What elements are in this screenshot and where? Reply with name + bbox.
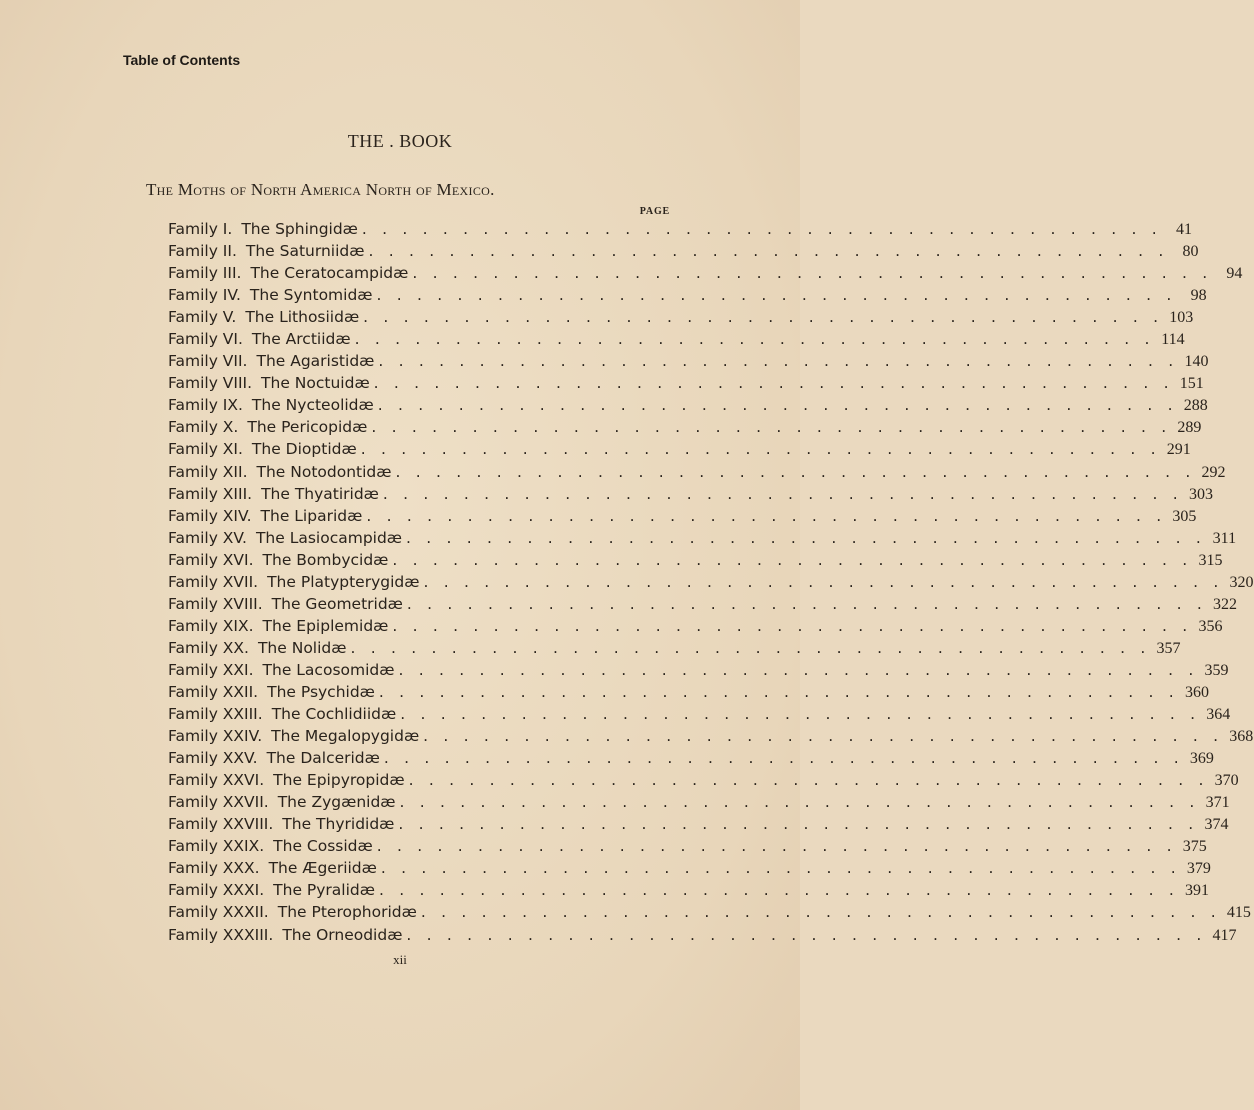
- family-number: Family XXIV.: [168, 727, 263, 746]
- dot-leader: . . . . . . . . . . . . . . . . . . . . . . . . . . . . . . . . . . . . . . . .: [406, 594, 1207, 613]
- family-name: The Orneodidæ: [282, 925, 403, 944]
- family-name: The Epipyropidæ: [273, 771, 405, 790]
- toc-entry: [168, 440, 1191, 462]
- toc-entry: [168, 308, 1194, 330]
- dot-leader: . . . . . . . . . . . . . . . . . . . . . . . . . . . . . . . . . . . . . . . .: [392, 616, 1193, 635]
- dot-leader: . . . . . . . . . . . . . . . . . . . . . . . . . . . . . . . . . . . . . . . .: [408, 771, 1209, 790]
- family-name: The Psychidæ: [267, 682, 375, 701]
- family-name: The Noctuidæ: [261, 374, 370, 393]
- page-number: 375: [1182, 838, 1207, 856]
- page-number: 305: [1172, 507, 1197, 525]
- page-number: 356: [1198, 617, 1223, 635]
- family-name: The Sphingidæ: [241, 220, 358, 238]
- family-name: The Agaristidæ: [256, 352, 375, 371]
- family-name: The Notodontidæ: [256, 462, 392, 481]
- family-name: The Bombycidæ: [262, 550, 389, 569]
- toc-entry: [168, 815, 1229, 837]
- toc-entry: [168, 749, 1214, 771]
- family-number: Family X.: [168, 418, 239, 437]
- page-number: 415: [1226, 904, 1251, 922]
- family-number: Family XXXII.: [168, 903, 269, 922]
- page-number: 371: [1205, 794, 1230, 812]
- section-title: The Moths of North America North of Mexico.: [146, 180, 495, 199]
- family-name: The Dalceridæ: [266, 749, 380, 768]
- toc-entry: [168, 616, 1223, 639]
- book-title: THE . BOOK: [347, 131, 453, 151]
- family-name: The Megalopygidæ: [271, 727, 420, 746]
- family-number: Family I.: [168, 220, 233, 238]
- family-number: Family III.: [168, 264, 242, 283]
- page-number: 114: [1161, 331, 1185, 349]
- page-number: 364: [1206, 706, 1231, 724]
- toc-entry: [168, 462, 1226, 485]
- family-number: Family VI.: [168, 330, 243, 349]
- toc-entry: [168, 771, 1239, 793]
- toc-entry: [168, 682, 1209, 705]
- page-number: 288: [1183, 397, 1208, 415]
- toc-entry: [168, 594, 1237, 617]
- family-number: Family XXXIII.: [168, 925, 274, 944]
- family-name: The Ceratocampidæ: [250, 264, 409, 283]
- toc-entry: [168, 903, 1251, 925]
- page-number: 140: [1184, 353, 1209, 371]
- page-number: 357: [1156, 639, 1181, 657]
- toc-entry: [168, 484, 1213, 507]
- family-number: Family XVIII.: [168, 594, 263, 613]
- dot-leader: . . . . . . . . . . . . . . . . . . . . . . . . . . . . . . . . . . . . . . . .: [360, 440, 1161, 459]
- family-number: Family XIV.: [168, 506, 252, 525]
- family-number: Family XXVI.: [168, 771, 265, 790]
- family-name: The Lacosomidæ: [262, 660, 395, 679]
- dot-leader: . . . . . . . . . . . . . . . . . . . . . . . . . . . . . . . . . . . . . . . .: [395, 462, 1196, 481]
- page-number: 311: [1212, 529, 1237, 547]
- dot-leader: . . . . . . . . . . . . . . . . . . . . . . . . . . . . . . . . . . . . . . . .: [380, 859, 1181, 878]
- toc-entry: [168, 264, 1243, 286]
- family-number: Family XXXI.: [168, 881, 265, 900]
- toc-entry: [168, 859, 1211, 881]
- toc-entry: [168, 396, 1208, 418]
- dot-leader: . . . . . . . . . . . . . . . . . . . . . . . . . . . . . . . . . . . . . . . .: [376, 286, 1177, 305]
- dot-leader: . . . . . . . . . . . . . . . . . . . . . . . . . . . . . . . . . . . . . . . .: [392, 550, 1193, 569]
- family-name: The Platypterygidæ: [267, 572, 420, 591]
- family-number: Family XII.: [168, 462, 248, 481]
- dot-leader: . . . . . . . . . . . . . . . . . . . . . . . . . . . . . . . . . . . . . . . .: [398, 660, 1199, 679]
- family-number: Family XVII.: [168, 572, 259, 591]
- family-number: Family XIX.: [168, 616, 254, 635]
- family-name: The Pterophoridæ: [277, 903, 417, 922]
- dot-leader: . . . . . . . . . . . . . . . . . . . . . . . . . . . . . . . . . . . . . . . .: [412, 264, 1213, 283]
- toc-entry: [168, 881, 1210, 903]
- dot-leader: . . . . . . . . . . . . . . . . . . . . . . . . . . . . . . . . . . . . . . . .: [420, 903, 1221, 922]
- family-number: Family XI.: [168, 440, 243, 459]
- toc-entry: [168, 925, 1237, 948]
- family-number: Family IX.: [168, 396, 243, 415]
- page-number: 320: [1229, 573, 1254, 591]
- toc-entry: [168, 638, 1181, 661]
- page-number: 359: [1204, 661, 1229, 679]
- family-number: Family XXIX.: [168, 837, 265, 856]
- dot-leader: . . . . . . . . . . . . . . . . . . . . . . . . . . . . . . . . . . . . . . . .: [399, 793, 1200, 812]
- family-number: Family XXI.: [168, 660, 254, 679]
- family-name: The Zygænidæ: [277, 793, 396, 812]
- page-number: 98: [1190, 287, 1207, 305]
- family-name: The Arctiidæ: [251, 330, 351, 349]
- toc-entry: [168, 705, 1231, 727]
- family-number: Family XXX.: [168, 859, 260, 878]
- dot-leader: . . . . . . . . . . . . . . . . . . . . . . . . . . . . . . . . . . . . . . . .: [423, 727, 1224, 746]
- toc-entry: [168, 418, 1202, 440]
- family-name: The Pyralidæ: [273, 881, 375, 900]
- dot-leader: . . . . . . . . . . . . . . . . . . . . . . . . . . . . . . . . . . . . . . . .: [354, 330, 1155, 349]
- toc-entry: [168, 837, 1207, 859]
- toc-entry: [168, 506, 1197, 529]
- page-number: 151: [1179, 375, 1204, 393]
- dot-leader: . . . . . . . . . . . . . . . . . . . . . . . . . . . . . . . . . . . . . . . .: [398, 815, 1199, 834]
- page-number: 391: [1185, 882, 1210, 900]
- page-number: 289: [1177, 419, 1202, 437]
- family-name: The Syntomidæ: [249, 286, 373, 305]
- page-number: 322: [1212, 595, 1237, 613]
- family-name: The Thyrididæ: [282, 815, 395, 834]
- page-number: 103: [1169, 309, 1194, 327]
- toc-entry: [168, 727, 1254, 749]
- dot-leader: . . . . . . . . . . . . . . . . . . . . . . . . . . . . . . . . . . . . . . . .: [366, 506, 1167, 525]
- dot-leader: . . . . . . . . . . . . . . . . . . . . . . . . . . . . . . . . . . . . . . . .: [382, 484, 1183, 503]
- page-number: 379: [1186, 860, 1211, 878]
- family-number: Family IV.: [168, 286, 241, 305]
- toc-entry: [168, 660, 1229, 683]
- family-name: The Cossidæ: [273, 837, 373, 856]
- dot-leader: . . . . . . . . . . . . . . . . . . . . . . . . . . . . . . . . . . . . . . . .: [361, 220, 1162, 238]
- page-number: 360: [1184, 683, 1209, 701]
- toc-entry: [168, 550, 1223, 573]
- page-folio: xii: [393, 952, 407, 967]
- toc-entry: [168, 572, 1254, 595]
- family-name: The Saturniidæ: [245, 242, 365, 261]
- family-name: The Pericopidæ: [247, 418, 368, 437]
- family-name: The Lithosiidæ: [245, 308, 360, 327]
- page-number: 370: [1214, 772, 1239, 790]
- page-number: 368: [1229, 728, 1254, 746]
- dot-leader: . . . . . . . . . . . . . . . . . . . . . . . . . . . . . . . . . . . . . . . .: [350, 638, 1151, 657]
- family-number: Family XIII.: [168, 484, 253, 503]
- page-number: 94: [1226, 265, 1243, 283]
- dot-leader: . . . . . . . . . . . . . . . . . . . . . . . . . . . . . . . . . . . . . . . .: [406, 925, 1207, 944]
- family-name: The Thyatiridæ: [261, 484, 379, 503]
- toc-entry: [168, 793, 1230, 815]
- dot-leader: . . . . . . . . . . . . . . . . . . . . . . . . . . . . . . . . . . . . . . . .: [423, 572, 1224, 591]
- dot-leader: . . . . . . . . . . . . . . . . . . . . . . . . . . . . . . . . . . . . . . . .: [383, 749, 1184, 768]
- dot-leader: . . . . . . . . . . . . . . . . . . . . . . . . . . . . . . . . . . . . . . . .: [373, 374, 1174, 393]
- family-number: Family V.: [168, 308, 237, 327]
- toc-entry: [168, 330, 1185, 352]
- page-number: 80: [1182, 243, 1199, 261]
- dot-leader: . . . . . . . . . . . . . . . . . . . . . . . . . . . . . . . . . . . . . . . .: [363, 308, 1164, 327]
- dot-leader: . . . . . . . . . . . . . . . . . . . . . . . . . . . . . . . . . . . . . . . .: [378, 352, 1179, 371]
- dot-leader: . . . . . . . . . . . . . . . . . . . . . . . . . . . . . . . . . . . . . . . .: [400, 705, 1201, 724]
- dot-leader: . . . . . . . . . . . . . . . . . . . . . . . . . . . . . . . . . . . . . . . .: [378, 881, 1180, 900]
- family-name: The Dioptidæ: [251, 440, 357, 459]
- family-name: The Lasiocampidæ: [255, 528, 403, 547]
- toc-entry: [168, 374, 1204, 396]
- toc-entry: [168, 528, 1237, 551]
- dot-leader: . . . . . . . . . . . . . . . . . . . . . . . . . . . . . . . . . . . . . . . .: [377, 396, 1178, 415]
- family-number: Family II.: [168, 242, 237, 261]
- page-number: 369: [1189, 750, 1214, 768]
- toc-entry: [168, 352, 1209, 374]
- dot-leader: . . . . . . . . . . . . . . . . . . . . . . . . . . . . . . . . . . . . . . . .: [406, 528, 1207, 547]
- page-number: 41: [1175, 221, 1192, 238]
- family-number: Family XXVIII.: [168, 815, 274, 834]
- toc-entry: [168, 242, 1199, 264]
- running-header: Table of Contents: [123, 52, 241, 68]
- family-number: Family VII.: [168, 352, 248, 371]
- dot-leader: . . . . . . . . . . . . . . . . . . . . . . . . . . . . . . . . . . . . . . . .: [371, 418, 1172, 437]
- page-number: 374: [1204, 816, 1229, 834]
- family-number: Family XXIII.: [168, 705, 263, 724]
- family-name: The Geometridæ: [271, 594, 403, 613]
- page-column-label: PAGE: [639, 206, 670, 217]
- toc-entry: [168, 220, 1192, 242]
- page-number: 292: [1201, 463, 1226, 481]
- family-name: The Nolidæ: [257, 638, 347, 657]
- dot-leader: . . . . . . . . . . . . . . . . . . . . . . . . . . . . . . . . . . . . . . . .: [378, 682, 1179, 701]
- family-number: Family XVI.: [168, 550, 254, 569]
- dot-leader: . . . . . . . . . . . . . . . . . . . . . . . . . . . . . . . . . . . . . . . .: [368, 242, 1169, 261]
- family-name: The Liparidæ: [260, 506, 363, 525]
- family-number: Family XX.: [168, 638, 249, 657]
- family-number: Family XXII.: [168, 682, 259, 701]
- family-name: The Epiplemidæ: [262, 616, 389, 635]
- family-number: Family XV.: [168, 528, 247, 547]
- page-number: 315: [1198, 551, 1223, 569]
- page-number: 291: [1166, 441, 1191, 459]
- page-number: 303: [1188, 485, 1213, 503]
- family-number: Family VIII.: [168, 374, 253, 393]
- family-number: Family XXV.: [168, 749, 258, 768]
- dot-leader: . . . . . . . . . . . . . . . . . . . . . . . . . . . . . . . . . . . . . . . .: [376, 837, 1177, 856]
- family-name: The Cochlidiidæ: [271, 705, 397, 724]
- toc-entry: [168, 286, 1207, 308]
- table-of-contents: [168, 220, 1254, 948]
- family-name: The Nycteolidæ: [251, 396, 374, 415]
- family-number: Family XXVII.: [168, 793, 269, 812]
- page-number: 417: [1212, 926, 1237, 944]
- family-name: The Ægeriidæ: [268, 859, 377, 878]
